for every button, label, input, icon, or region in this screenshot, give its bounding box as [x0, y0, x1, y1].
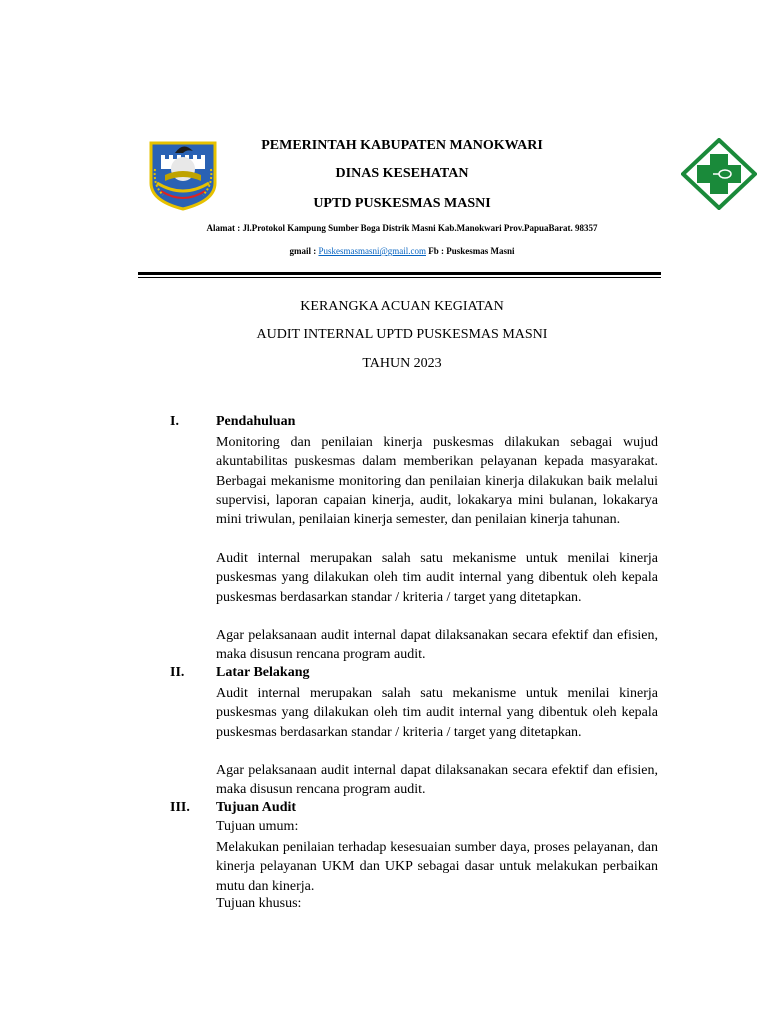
header-unit: UPTD PUSKESMAS MASNI — [313, 196, 491, 211]
gmail-label: gmail : — [289, 246, 319, 256]
specific-objective-label: Tujuan khusus: — [216, 896, 302, 911]
section-1-paragraph-2: Audit internal merupakan salah satu mekanisme untuk menilai kinerja puskesmas yang dilakukan oleh tim audit internal yang dibentuk oleh kepala puskesmas berdasarkan standar / kriteria / target yang ditetapkan. — [216, 551, 658, 605]
header-divider-thick — [138, 272, 661, 275]
section-3-number: III. — [170, 800, 190, 815]
header-contact — [18, 246, 768, 256]
section-3-title: Tujuan Audit — [216, 800, 297, 815]
section-1-number: I. — [170, 414, 179, 429]
section-1-paragraph-3: Agar pelaksanaan audit internal dapat dilaksanakan secara efektif dan efisien, maka disusun rencana program audit. — [216, 628, 658, 663]
doc-title-line2: AUDIT INTERNAL UPTD PUSKESMAS MASNI — [256, 327, 548, 342]
header-government: PEMERINTAH KABUPATEN MANOKWARI — [261, 138, 543, 153]
section-1-paragraph-1: Monitoring dan penilaian kinerja puskesmas dilakukan sebagai wujud akuntabilitas puskesmas dalam memberikan pelayanan kepada masyarakat. Berbagai mekanisme monitoring dan penilaian kinerja dilakukan baik melalui supervisi, laporan capaian kinerja, audit, lokakarya mini bulanan, lokakarya mini triwulan, penilaian kinerja semester, dan penilaian kinerja tahunan. — [216, 435, 658, 528]
header-divider-thin — [138, 277, 661, 278]
header-department: DINAS KESEHATAN — [335, 166, 469, 181]
general-objective-label: Tujuan umum: — [216, 819, 299, 834]
section-1-title: Pendahuluan — [216, 414, 296, 429]
section-2-number: II. — [170, 665, 185, 680]
header-address: Alamat : Jl.Protokol Kampung Sumber Boga Distrik Masni Kab.Manokwari Prov.PapuaBarat. 98357 — [206, 223, 598, 233]
gmail-link[interactable]: Puskesmasmasni@gmail.com — [318, 246, 426, 256]
section-2-title: Latar Belakang — [216, 665, 310, 680]
doc-title-line3: TAHUN 2023 — [362, 356, 442, 371]
puskesmas-cross-icon — [681, 138, 757, 210]
section-2-paragraph-1: Audit internal merupakan salah satu mekanisme untuk menilai kinerja puskesmas yang dilakukan oleh tim audit internal yang dibentuk oleh kepala puskesmas berdasarkan standar / kriteria / target yang ditetapkan. — [216, 686, 658, 740]
facebook-label: Fb : Puskesmas Masni — [426, 246, 515, 256]
doc-title-line1: KERANGKA ACUAN KEGIATAN — [300, 299, 504, 314]
section-2-paragraph-2: Agar pelaksanaan audit internal dapat dilaksanakan secara efektif dan efisien, maka disusun rencana program audit. — [216, 763, 658, 798]
general-objective-text: Melakukan penilaian terhadap kesesuaian sumber daya, proses pelayanan, dan kinerja pelayanan UKM dan UKP sebagai dasar untuk melakukan perbaikan mutu dan kinerja. — [216, 840, 658, 894]
